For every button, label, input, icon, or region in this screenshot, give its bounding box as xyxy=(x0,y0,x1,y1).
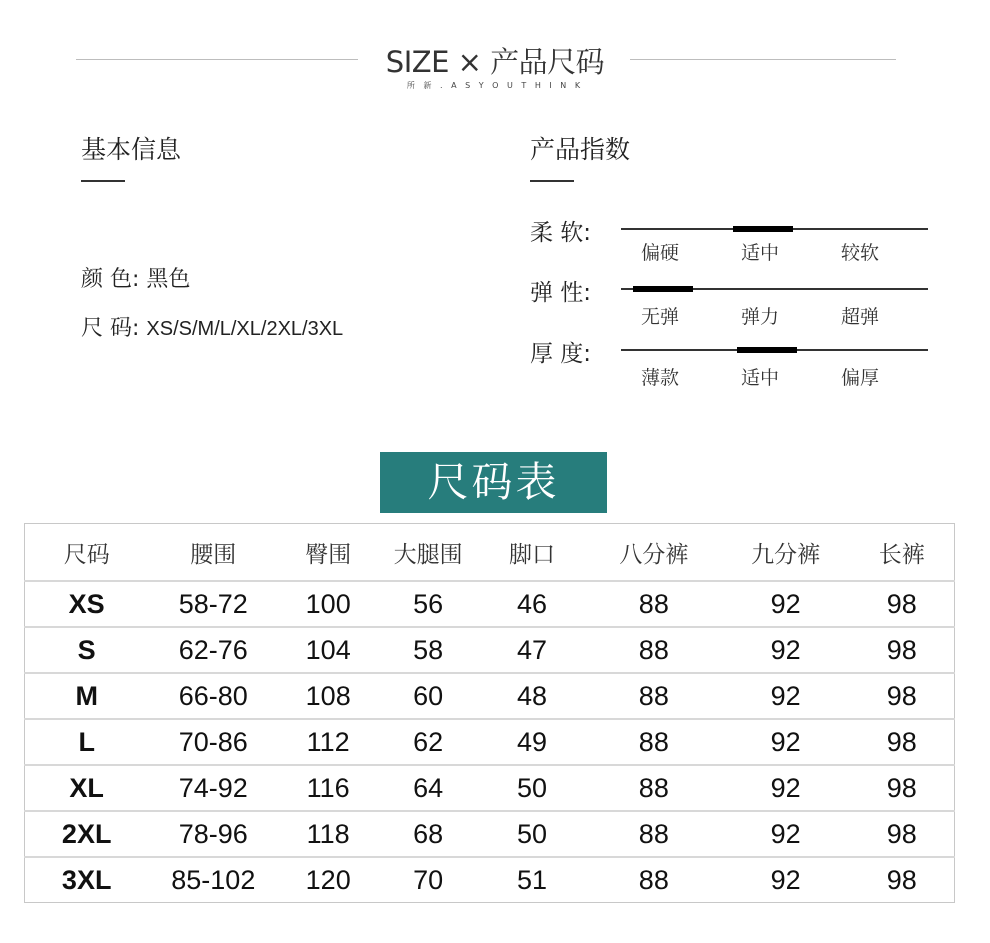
table-row xyxy=(25,765,955,811)
header-cropped-length: 八分裤 xyxy=(586,524,722,582)
cell-size: M xyxy=(25,673,149,719)
header-leg-opening: 脚口 xyxy=(478,524,586,582)
cell-cropped-length: 88 xyxy=(586,811,722,857)
size-chart-banner: 尺码表 xyxy=(380,452,607,513)
table-row xyxy=(25,581,955,627)
header-hip: 臀围 xyxy=(278,524,378,582)
cell-size: 2XL xyxy=(25,811,149,857)
header-waist: 腰围 xyxy=(148,524,278,582)
table-row xyxy=(25,673,955,719)
cell-hip: 108 xyxy=(278,673,378,719)
cell-thigh: 60 xyxy=(378,673,478,719)
color-value: 黑色 xyxy=(146,267,191,292)
basic-info-underline xyxy=(81,180,125,182)
header-full-length: 长裤 xyxy=(850,524,955,582)
cell-ankle-length: 92 xyxy=(722,719,850,765)
size-value: XS/S/M/L/XL/2XL/3XL xyxy=(146,318,344,340)
cell-cropped-length: 88 xyxy=(586,673,722,719)
cell-ankle-length: 92 xyxy=(770,864,801,895)
cell-full-length: 98 xyxy=(850,627,955,673)
size-row xyxy=(81,311,343,342)
cell-thigh: 56 xyxy=(378,581,478,627)
elasticity-tick-1: 无弹 xyxy=(641,306,680,328)
cell-thigh: 58 xyxy=(378,627,478,673)
cell-size: XS xyxy=(25,581,149,627)
cell-leg-opening: 50 xyxy=(478,811,586,857)
cell-leg-opening: 49 xyxy=(478,719,586,765)
elasticity-label: 弹 性: xyxy=(530,280,592,306)
cell-waist: 62-76 xyxy=(148,627,278,673)
cell-leg-opening: 51 xyxy=(516,864,547,895)
product-index-heading: 产品指数 xyxy=(530,135,631,164)
cell-hip: 100 xyxy=(278,581,378,627)
cell-ankle-length: 92 xyxy=(722,627,850,673)
product-index-underline xyxy=(530,180,574,182)
table-row xyxy=(25,719,955,765)
cell-waist: 78-96 xyxy=(148,811,278,857)
softness-level-marker xyxy=(733,226,793,232)
page-subtitle: 所 新 . A S Y O U T H I N K xyxy=(406,81,584,90)
cell-waist: 74-92 xyxy=(148,765,278,811)
page-title: SIZE × 产品尺码 xyxy=(385,45,605,79)
cell-hip: 116 xyxy=(278,765,378,811)
cell-full-length: 98 xyxy=(850,811,955,857)
header-ankle-length: 九分裤 xyxy=(722,524,850,582)
cell-full-length: 98 xyxy=(850,719,955,765)
cell-leg-opening: 46 xyxy=(478,581,586,627)
table-header-row xyxy=(25,524,955,582)
thickness-tick-2: 适中 xyxy=(741,367,780,389)
cell-leg-opening: 50 xyxy=(478,765,586,811)
softness-label: 柔 软: xyxy=(530,220,592,246)
cell-full-length: 98 xyxy=(886,864,917,895)
cell-cropped-length: 88 xyxy=(586,765,722,811)
header-size: 尺码 xyxy=(25,524,149,582)
cell-full-length: 98 xyxy=(850,765,955,811)
cell-size: 3XL xyxy=(61,864,112,895)
cell-thigh: 64 xyxy=(378,765,478,811)
cell-waist: 58-72 xyxy=(148,581,278,627)
thickness-tick-1: 薄款 xyxy=(641,367,680,389)
cell-thigh: 68 xyxy=(378,811,478,857)
cell-full-length: 98 xyxy=(850,581,955,627)
softness-tick-3: 较软 xyxy=(841,242,880,264)
cell-waist: 70-86 xyxy=(148,719,278,765)
cell-ankle-length: 92 xyxy=(722,581,850,627)
basic-info-heading: 基本信息 xyxy=(81,135,182,164)
cell-hip: 112 xyxy=(278,719,378,765)
table-row xyxy=(25,811,955,857)
elasticity-tick-2: 弹力 xyxy=(741,306,780,328)
elasticity-level-marker xyxy=(633,286,693,292)
table-row xyxy=(25,627,955,673)
cell-size: XL xyxy=(25,765,149,811)
cell-cropped-length: 88 xyxy=(586,581,722,627)
cell-leg-opening: 48 xyxy=(478,673,586,719)
cell-leg-opening: 47 xyxy=(478,627,586,673)
color-label: 颜 色: xyxy=(81,267,140,292)
cell-cropped-length: 88 xyxy=(586,627,722,673)
header-thigh: 大腿围 xyxy=(378,524,478,582)
cell-size: L xyxy=(25,719,149,765)
thickness-tick-3: 偏厚 xyxy=(841,367,880,389)
color-row xyxy=(81,262,190,293)
cell-ankle-length: 92 xyxy=(722,673,850,719)
cell-full-length: 98 xyxy=(850,673,955,719)
cell-thigh: 62 xyxy=(378,719,478,765)
cell-hip: 118 xyxy=(278,811,378,857)
thickness-label: 厚 度: xyxy=(530,341,592,367)
size-label: 尺 码: xyxy=(81,316,140,341)
cell-cropped-length: 88 xyxy=(586,719,722,765)
thickness-level-marker xyxy=(737,347,797,353)
cell-waist: 85-102 xyxy=(171,864,256,895)
table-row xyxy=(25,857,955,903)
cell-cropped-length: 88 xyxy=(638,864,669,895)
cell-waist: 66-80 xyxy=(148,673,278,719)
cell-hip: 120 xyxy=(305,864,351,895)
elasticity-tick-3: 超弹 xyxy=(841,306,880,328)
cell-hip: 104 xyxy=(278,627,378,673)
cell-ankle-length: 92 xyxy=(722,765,850,811)
cell-size: S xyxy=(25,627,149,673)
softness-tick-2: 适中 xyxy=(741,242,780,264)
size-table xyxy=(24,523,955,903)
cell-ankle-length: 92 xyxy=(722,811,850,857)
softness-tick-1: 偏硬 xyxy=(641,242,680,264)
cell-thigh: 70 xyxy=(413,864,444,895)
